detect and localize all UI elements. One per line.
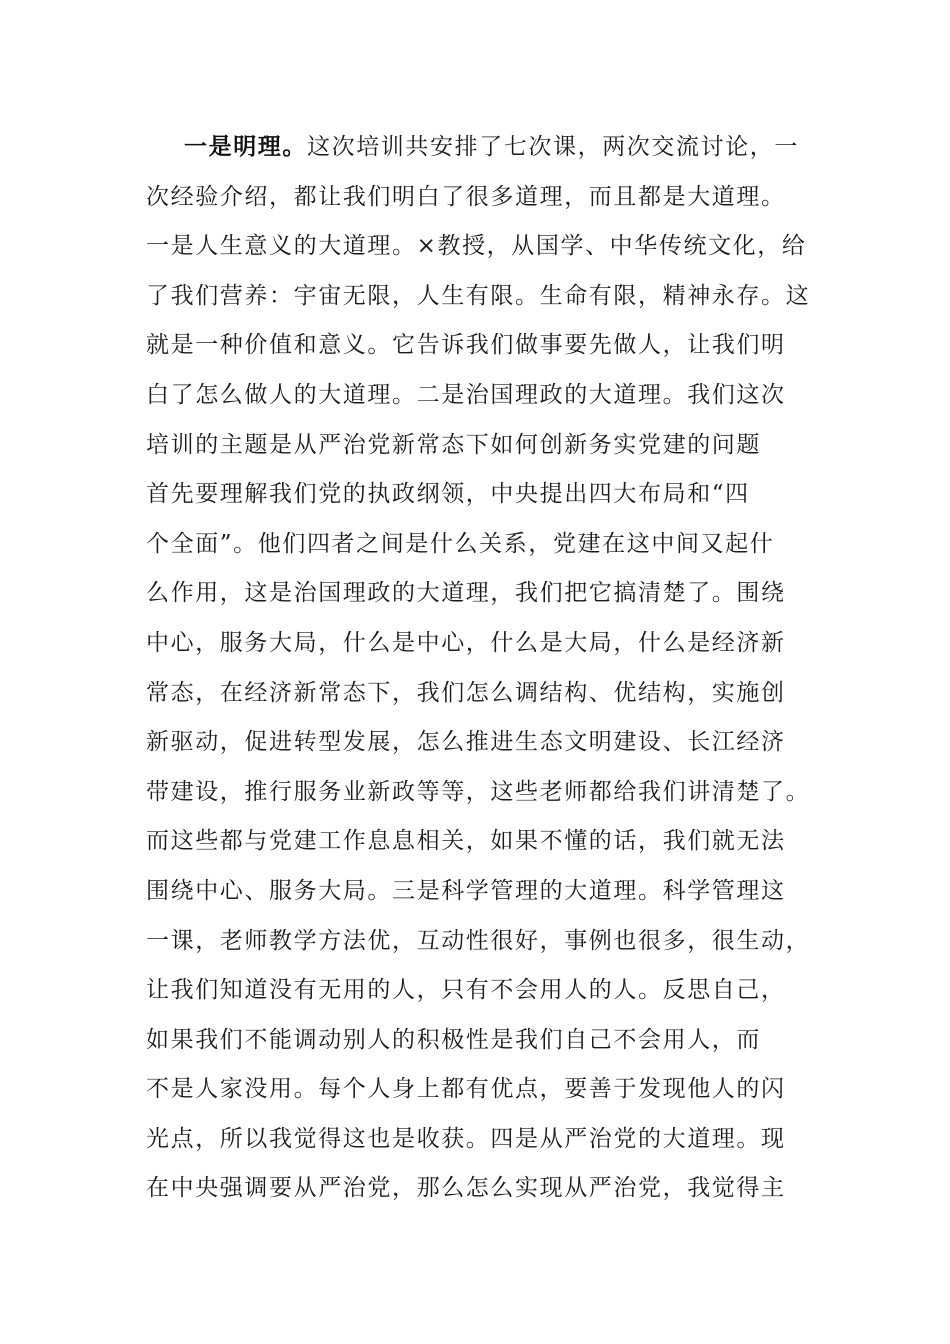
paragraph-line: 一是人生意义的大道理。×教授，从国学、中华传统文化，给 <box>146 233 807 260</box>
paragraph-line: 不是人家没用。每个人身上都有优点，要善于发现他人的闪 <box>146 1076 786 1103</box>
paragraph-line: 个全面”。他们四者之间是什么关系，党建在这中间又起什 <box>146 530 775 557</box>
paragraph-line: 就是一种价值和意义。它告诉我们做事要先做人，让我们明 <box>146 332 786 359</box>
paragraph-line: 围绕中心、服务大局。三是科学管理的大道理。科学管理这 <box>146 877 786 904</box>
paragraph-line: 光点，所以我觉得这也是收获。四是从严治党的大道理。现 <box>146 1125 786 1152</box>
paragraph-line: 常态，在经济新常态下，我们怎么调结构、优结构，实施创 <box>146 679 786 706</box>
paragraph-line: 了我们营养：宇宙无限，人生有限。生命有限，精神永存。这 <box>146 282 811 309</box>
heading-lead: 一是明理。 <box>184 134 307 160</box>
paragraph-line: 次经验介绍，都让我们明白了很多道理，而且都是大道理。 <box>146 183 786 210</box>
paragraph-line: 如果我们不能调动别人的积极性是我们自己不会用人，而 <box>146 1026 761 1053</box>
line-text: 这次培训共安排了七次课，两次交流讨论，一 <box>307 134 799 160</box>
paragraph-line: 带建设，推行服务业新政等等，这些老师都给我们讲清楚了。 <box>146 778 811 805</box>
paragraph-line: 首先要理解我们党的执政纲领，中央提出四大布局和“四 <box>146 481 750 508</box>
paragraph-line: 白了怎么做人的大道理。二是治国理政的大道理。我们这次 <box>146 381 786 408</box>
paragraph-line: 么作用，这是治国理政的大道理，我们把它搞清楚了。围绕 <box>146 580 786 607</box>
paragraph-line: 中心，服务大局，什么是中心，什么是大局，什么是经济新 <box>146 629 786 656</box>
paragraph-line: 一课，老师教学方法优，互动性很好，事例也很多，很生动， <box>146 927 811 954</box>
paragraph-line <box>146 123 826 173</box>
paragraph-line: 培训的主题是从严治党新常态下如何创新务实党建的问题 <box>146 431 761 458</box>
paragraph <box>146 123 826 1214</box>
paragraph-line: 在中央强调要从严治党，那么怎么实现从严治党，我觉得主 <box>146 1175 786 1202</box>
paragraph-line: 让我们知道没有无用的人，只有不会用人的人。反思自己， <box>146 977 786 1004</box>
paragraph-line: 新驱动，促进转型发展，怎么推进生态文明建设、长江经济 <box>146 729 786 756</box>
paragraph-line: 而这些都与党建工作息息相关，如果不懂的话，我们就无法 <box>146 828 786 855</box>
